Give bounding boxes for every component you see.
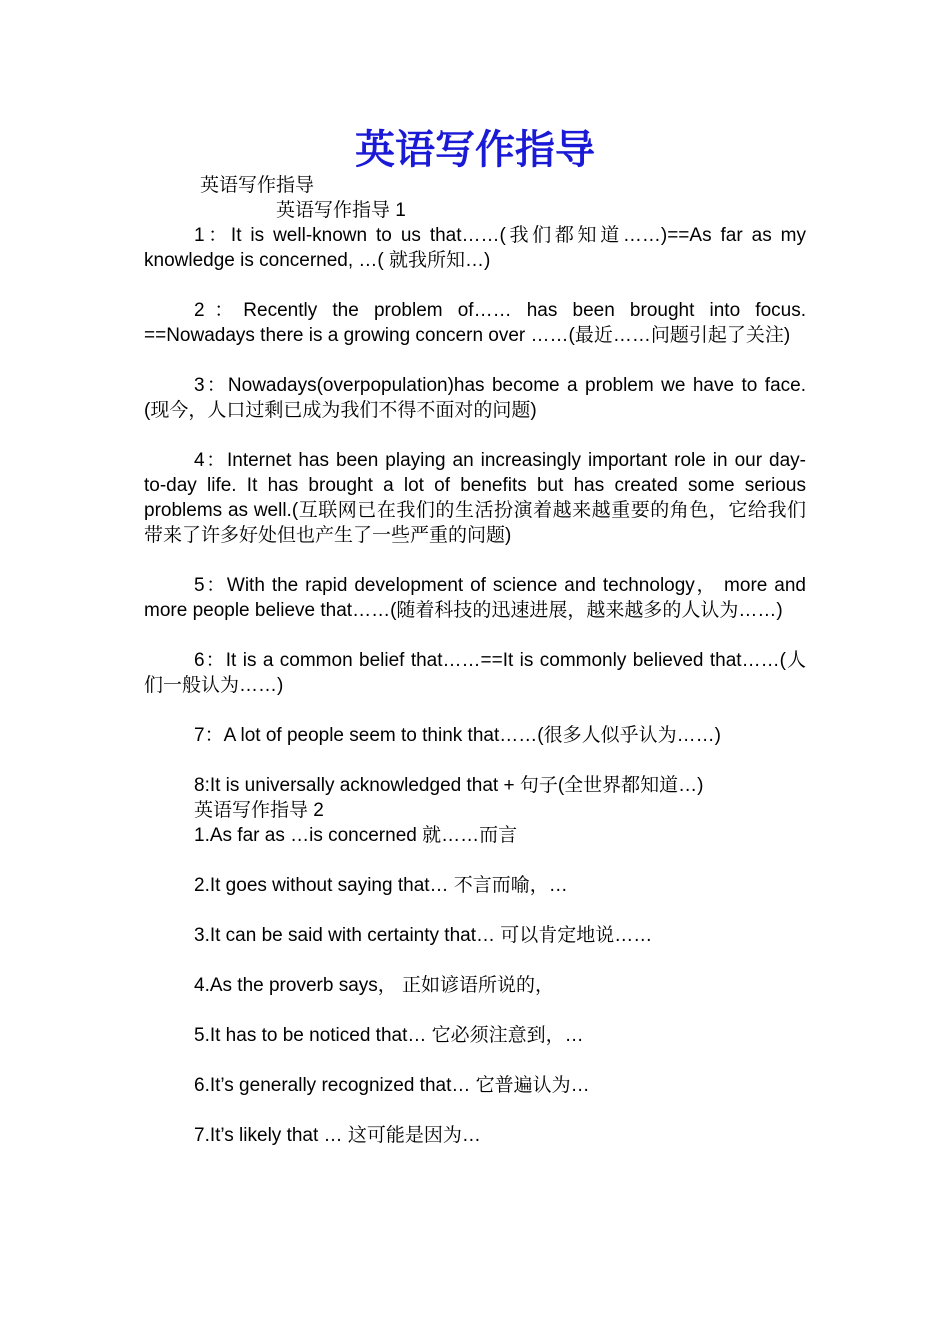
section-1-heading: 英语写作指导 1 (276, 200, 406, 221)
section-1-item-7: 7：A lot of people seem to think that……(很多人似乎认为……) (194, 725, 721, 746)
section-2-item-6: 6.It’s generally recognized that… 它普遍认为… (194, 1075, 590, 1096)
section-2-heading: 英语写作指导 2 (194, 800, 324, 821)
document-body (144, 173, 806, 1148)
section-1-item-8: 8:It is universally acknowledged that + 句子(全世界都知道…) (194, 775, 704, 796)
section-1-item-4: 4：Internet has been playing an increasingly important role in our day-to-day life. It has brought a lot of benefits but has created some serious problems as well.(互联网已在我们的生活扮演着越来越重要的角色，它给我们带来了许多好处但也产生了一些严重的问题) (144, 450, 806, 546)
section-1-item-5: 5：With the rapid development of science and technology， more and more people believe that……(随着科技的迅速进展，越来越多的人认为……) (144, 575, 806, 621)
document-subtitle: 英语写作指导 (200, 175, 315, 196)
document-title: 英语写作指导 (355, 126, 595, 173)
section-2-item-4: 4.As the proverb says， 正如谚语所说的， (194, 975, 555, 996)
section-2-item-3: 3.It can be said with certainty that… 可以肯定地说…… (194, 925, 653, 946)
section-2-item-1: 1.As far as …is concerned 就……而言 (194, 825, 518, 846)
section-1-item-3: 3：Nowadays(overpopulation)has become a problem we have to face.(现今，人口过剩已成为我们不得不面对的问题) (144, 375, 806, 421)
section-2-item-2: 2.It goes without saying that… 不言而喻，… (194, 875, 568, 896)
section-2-item-5: 5.It has to be noticed that… 它必须注意到，… (194, 1025, 584, 1046)
section-2-item-7: 7.It’s likely that … 这可能是因为… (194, 1125, 481, 1146)
section-1-item-1: 1：It is well-known to us that……(我们都知道……)==As far as my knowledge is concerned, …( 就我所知…) (144, 225, 806, 271)
section-1-item-6: 6：It is a common belief that……==It is commonly believed that……(人们一般认为……) (144, 650, 806, 696)
section-1-item-2: 2：Recently the problem of…… has been brought into focus. ==Nowadays there is a growing concern over ……(最近……问题引起了关注) (144, 300, 806, 346)
